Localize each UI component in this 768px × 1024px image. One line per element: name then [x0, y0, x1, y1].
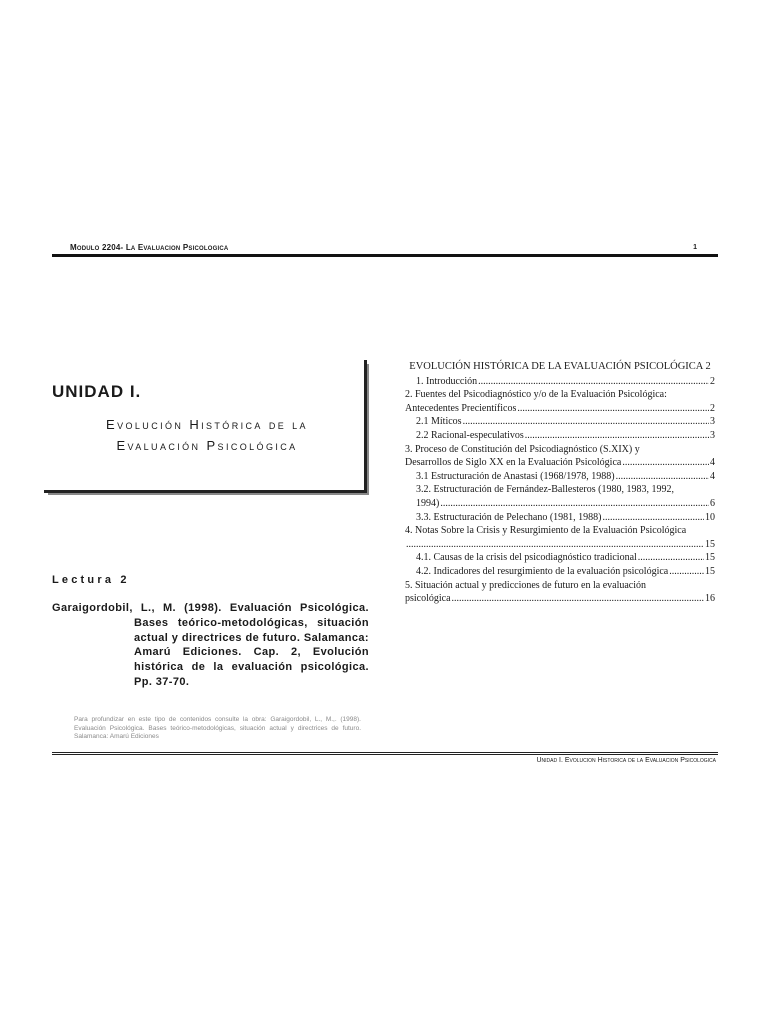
unit-subtitle	[52, 414, 362, 456]
table-of-contents	[405, 360, 715, 606]
page-number: 1	[693, 244, 697, 251]
toc-leader-dots	[478, 375, 709, 389]
toc-leader-dots	[406, 538, 704, 552]
toc-entry-page: 15	[705, 538, 715, 550]
toc-entry[interactable]	[405, 375, 715, 389]
toc-entry-page: 3	[710, 416, 715, 428]
toc-leader-dots	[616, 470, 709, 484]
box-shadow-bottom	[48, 493, 369, 495]
toc-leader-dots	[603, 511, 704, 525]
toc-leader-dots	[525, 429, 709, 443]
unit-title: UNIDAD I.	[52, 382, 142, 401]
toc-entry[interactable]	[405, 470, 715, 484]
toc-main-title: EVOLUCIÓN HISTÓRICA DE LA EVALUACIÓN PSICOLÓGICA 2	[409, 361, 711, 372]
toc-entry-label: 1994)	[416, 497, 440, 509]
reading-label: Lectura 2	[52, 574, 130, 586]
toc-entry-label: 2.1 Míticos	[416, 416, 462, 428]
toc-entry[interactable]	[405, 551, 715, 565]
toc-entry-page: 3	[710, 429, 715, 441]
toc-entry-label: 4.2. Indicadores del resurgimiento de la evaluación psicológica	[416, 565, 669, 577]
toc-leader-dots	[669, 565, 704, 579]
toc-leader-dots	[622, 456, 709, 470]
toc-rows	[405, 375, 715, 606]
toc-entry-page: 2	[710, 402, 715, 414]
toc-entry: 4. Notas Sobre la Crisis y Resurgimiento de la Evaluación Psicológica	[405, 525, 687, 537]
toc-entry: 3.2. Estructuración de Fernández-Ballesteros (1980, 1983, 1992,	[416, 484, 674, 496]
toc-leader-dots	[440, 497, 709, 511]
footer-rule-top	[52, 752, 718, 753]
toc-entry-label: 1. Introducción	[416, 375, 478, 387]
toc-entry-page: 16	[705, 593, 715, 605]
toc-entry-page: 4	[710, 470, 715, 482]
toc-entry-label: Desarrollos de Siglo XX en la Evaluación Psicológica	[405, 457, 622, 469]
toc-entry[interactable]	[405, 429, 715, 443]
toc-entry-label: 4.1. Causas de la crisis del psicodiagnóstico tradicional	[416, 552, 637, 564]
toc-entry[interactable]	[405, 592, 715, 606]
unit-subtitle-line-1: Evolución Histórica de la	[106, 417, 308, 432]
box-shadow-right	[367, 364, 369, 494]
toc-leader-dots	[463, 415, 709, 429]
toc-entry[interactable]	[405, 456, 715, 470]
toc-entry-label: 3.1 Estructuración de Anastasi (1968/1978, 1988)	[416, 470, 615, 482]
toc-entry-label: 2.2 Racional-especulativos	[416, 429, 524, 441]
toc-entry-label: Antecedentes Precientíficos	[405, 402, 517, 414]
footer-rule-bottom	[52, 754, 718, 755]
toc-entry-label: psicológica	[405, 593, 451, 605]
further-reading-note: Para profundizar en este tipo de contenidos consulte la obra: Garaigordobil, L., M.,. (1998). Evaluación Psicológica. Bases teórico-metodológicas, situación actual y directrices de futuro. Salamanca: Amarú Ediciones	[74, 716, 361, 740]
toc-entry-page: 2	[710, 375, 715, 387]
toc-leader-dots	[638, 551, 704, 565]
toc-entry-page: 6	[710, 497, 715, 509]
header-rule	[52, 254, 718, 257]
reading-citation: Garaigordobil, L., M. (1998). Evaluación Psicológica. Bases teórico-metodológicas, situación actual y directrices de futuro. Salamanca: Amarú Ediciones. Cap. 2, Evolución histórica de la evaluación psicológica. Pp. 37-70.	[52, 602, 369, 688]
toc-entry-page: 10	[705, 511, 715, 523]
toc-entry[interactable]	[405, 497, 715, 511]
toc-entry: 3. Proceso de Constitución del Psicodiagnóstico (S.XIX) y	[405, 443, 640, 455]
module-title: Modulo 2204- La Evaluacion Psicologica	[70, 243, 229, 252]
page-header	[52, 241, 717, 255]
toc-entry-label: 3.3. Estructuración de Pelechano (1981, 1988)	[416, 511, 602, 523]
toc-entry-page: 4	[710, 457, 715, 469]
toc-entry: 2. Fuentes del Psicodiagnóstico y/o de la Evaluación Psicológica:	[405, 389, 667, 401]
unit-subtitle-line-2: Evaluación Psicológica	[116, 438, 298, 453]
toc-leader-dots	[452, 592, 704, 606]
toc-leader-dots	[517, 402, 709, 416]
toc-entry-page: 15	[705, 565, 715, 577]
toc-entry-page: 15	[705, 552, 715, 564]
toc-entry[interactable]	[405, 402, 715, 416]
toc-entry: 5. Situación actual y predicciones de futuro en la evaluación	[405, 579, 647, 591]
toc-entry[interactable]	[405, 565, 715, 579]
toc-entry[interactable]	[405, 538, 715, 552]
toc-entry[interactable]	[405, 415, 715, 429]
toc-entry[interactable]	[405, 511, 715, 525]
footer-unit-title: Unidad I. Evolucion Historica de la Evaluacion Psicologica	[536, 757, 716, 764]
